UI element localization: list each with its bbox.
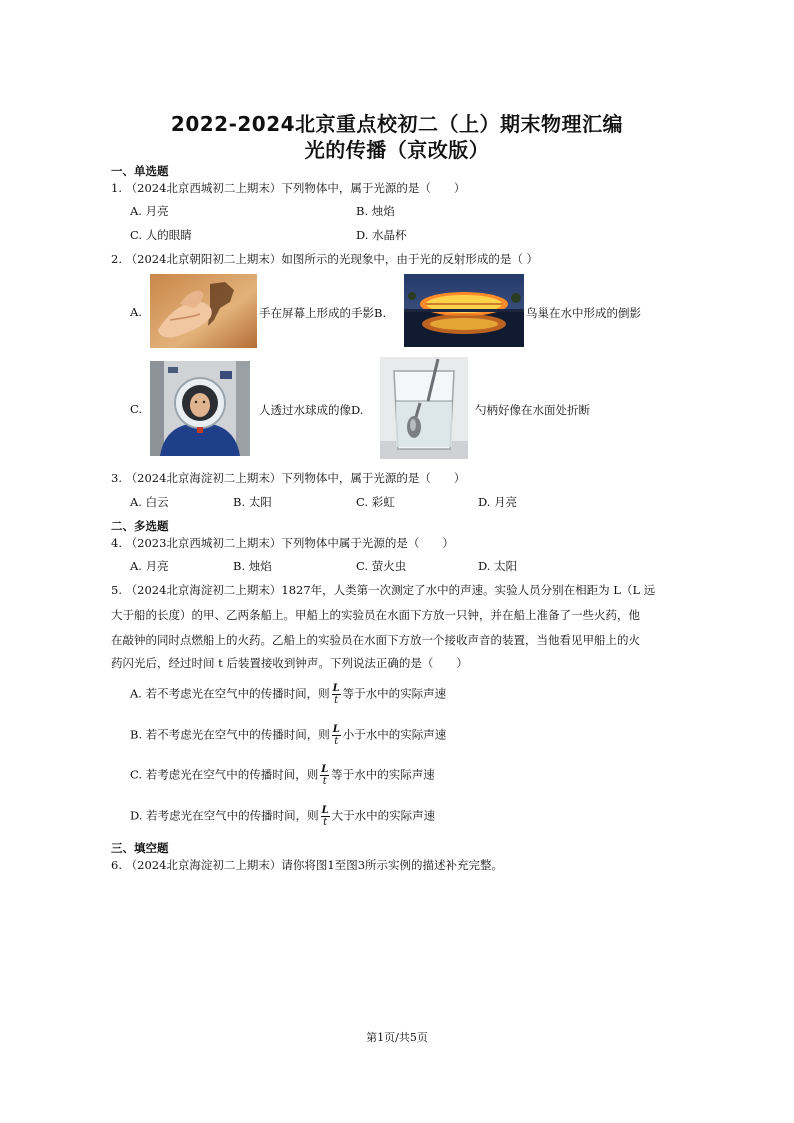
question-2-option-d-text: 勺柄好像在水面处折断: [475, 403, 590, 417]
question-2-option-a-text: 手在屏幕上形成的手影B.: [259, 306, 387, 320]
question-2-option-c-label[interactable]: C.: [130, 402, 143, 416]
question-4-option-b[interactable]: B. 烛焰: [233, 559, 272, 573]
question-1-option-b[interactable]: B. 烛焰: [356, 204, 395, 218]
section-heading-fill-in: 三、填空题: [111, 841, 169, 855]
question-1-option-c[interactable]: C. 人的眼睛: [130, 228, 192, 242]
question-2-stem: 2. （2024北京朝阳初二上期末）如图所示的光现象中，由于光的反射形成的是（ ）: [111, 252, 539, 266]
spoon-in-water-glass-photo: [380, 357, 468, 459]
hand-shadow-photo: [150, 274, 257, 348]
question-3-option-a[interactable]: A. 白云: [130, 495, 169, 509]
fraction-l-over-t: $\frac{L}{t}$: [332, 683, 340, 706]
option-text-after: 等于水中的实际声速: [342, 686, 447, 701]
fraction-l-over-t: $\frac{L}{t}$: [332, 724, 340, 747]
option-text-after: 大于水中的实际声速: [331, 808, 436, 823]
page-number: 第1页/共5页: [366, 1031, 428, 1044]
question-3-option-d[interactable]: D. 月亮: [478, 495, 518, 509]
option-text-before: A. 若不考虑光在空气中的传播时间，则: [130, 686, 330, 701]
document-subtitle: 光的传播（京改版）: [304, 138, 490, 162]
option-text-after: 小于水中的实际声速: [342, 727, 447, 742]
question-2-option-a-label[interactable]: A.: [130, 305, 142, 319]
question-5-option-d[interactable]: [130, 805, 435, 828]
fraction-l-over-t: $\frac{L}{t}$: [321, 805, 329, 828]
question-2-option-c-text: 人透过水球成的像D.: [259, 403, 364, 417]
question-4-option-d[interactable]: D. 太阳: [478, 559, 518, 573]
question-5-stem-line-3: 在敲钟的同时点燃船上的火药。乙船上的实验员在水面下方放一个接收声音的装置，当他看见甲船上的火: [111, 633, 640, 647]
question-1-option-a[interactable]: A. 月亮: [130, 204, 169, 218]
document-title: 2022-2024北京重点校初二（上）期末物理汇编: [170, 112, 624, 136]
question-5-option-b[interactable]: [130, 724, 446, 747]
option-text-before: D. 若考虑光在空气中的传播时间，则: [130, 808, 319, 823]
question-4-option-a[interactable]: A. 月亮: [130, 559, 169, 573]
question-5-option-a[interactable]: [130, 683, 446, 706]
question-3-option-c[interactable]: C. 彩虹: [356, 495, 395, 509]
question-4-stem: 4. （2023北京西城初二上期末）下列物体中属于光源的是（ ）: [111, 536, 454, 550]
question-6-stem: 6. （2024北京海淀初二上期末）请你将图1至图3所示实例的描述补充完整。: [111, 858, 504, 872]
question-5-option-c[interactable]: [130, 764, 435, 787]
question-1-stem: 1. （2024北京西城初二上期末）下列物体中，属于光源的是（ ）: [111, 181, 466, 195]
question-3-option-b[interactable]: B. 太阳: [233, 495, 272, 509]
question-5-stem-line-2: 大于船的长度）的甲、乙两条船上。甲船上的实验员在水面下方放一只钟，并在船上准备了一些火药，他: [111, 608, 640, 622]
option-text-before: C. 若考虑光在空气中的传播时间，则: [130, 767, 319, 782]
question-4-option-c[interactable]: C. 萤火虫: [356, 559, 407, 573]
birds-nest-reflection-photo: [404, 274, 524, 347]
section-heading-multiple-choice: 二、多选题: [111, 519, 169, 533]
question-3-stem: 3. （2024北京海淀初二上期末）下列物体中，属于光源的是（ ）: [111, 471, 466, 485]
question-5-stem-line-1: 5. （2024北京海淀初二上期末）1827年，人类第一次测定了水中的声速。实验人员分别在相距为 L（L 远: [111, 583, 656, 597]
question-5-stem-line-4: 药闪光后，经过时间 t 后装置接收到钟声。下列说法正确的是（ ）: [111, 656, 468, 670]
question-1-option-d[interactable]: D. 水晶杯: [356, 228, 407, 242]
astronaut-water-ball-photo: [150, 361, 250, 456]
section-heading-single-choice: 一、单选题: [111, 164, 169, 178]
option-text-before: B. 若不考虑光在空气中的传播时间，则: [130, 727, 330, 742]
option-text-after: 等于水中的实际声速: [331, 767, 435, 782]
question-2-option-b-text: 鸟巢在水中形成的倒影: [526, 306, 641, 320]
fraction-l-over-t: $\frac{L}{t}$: [321, 764, 329, 787]
